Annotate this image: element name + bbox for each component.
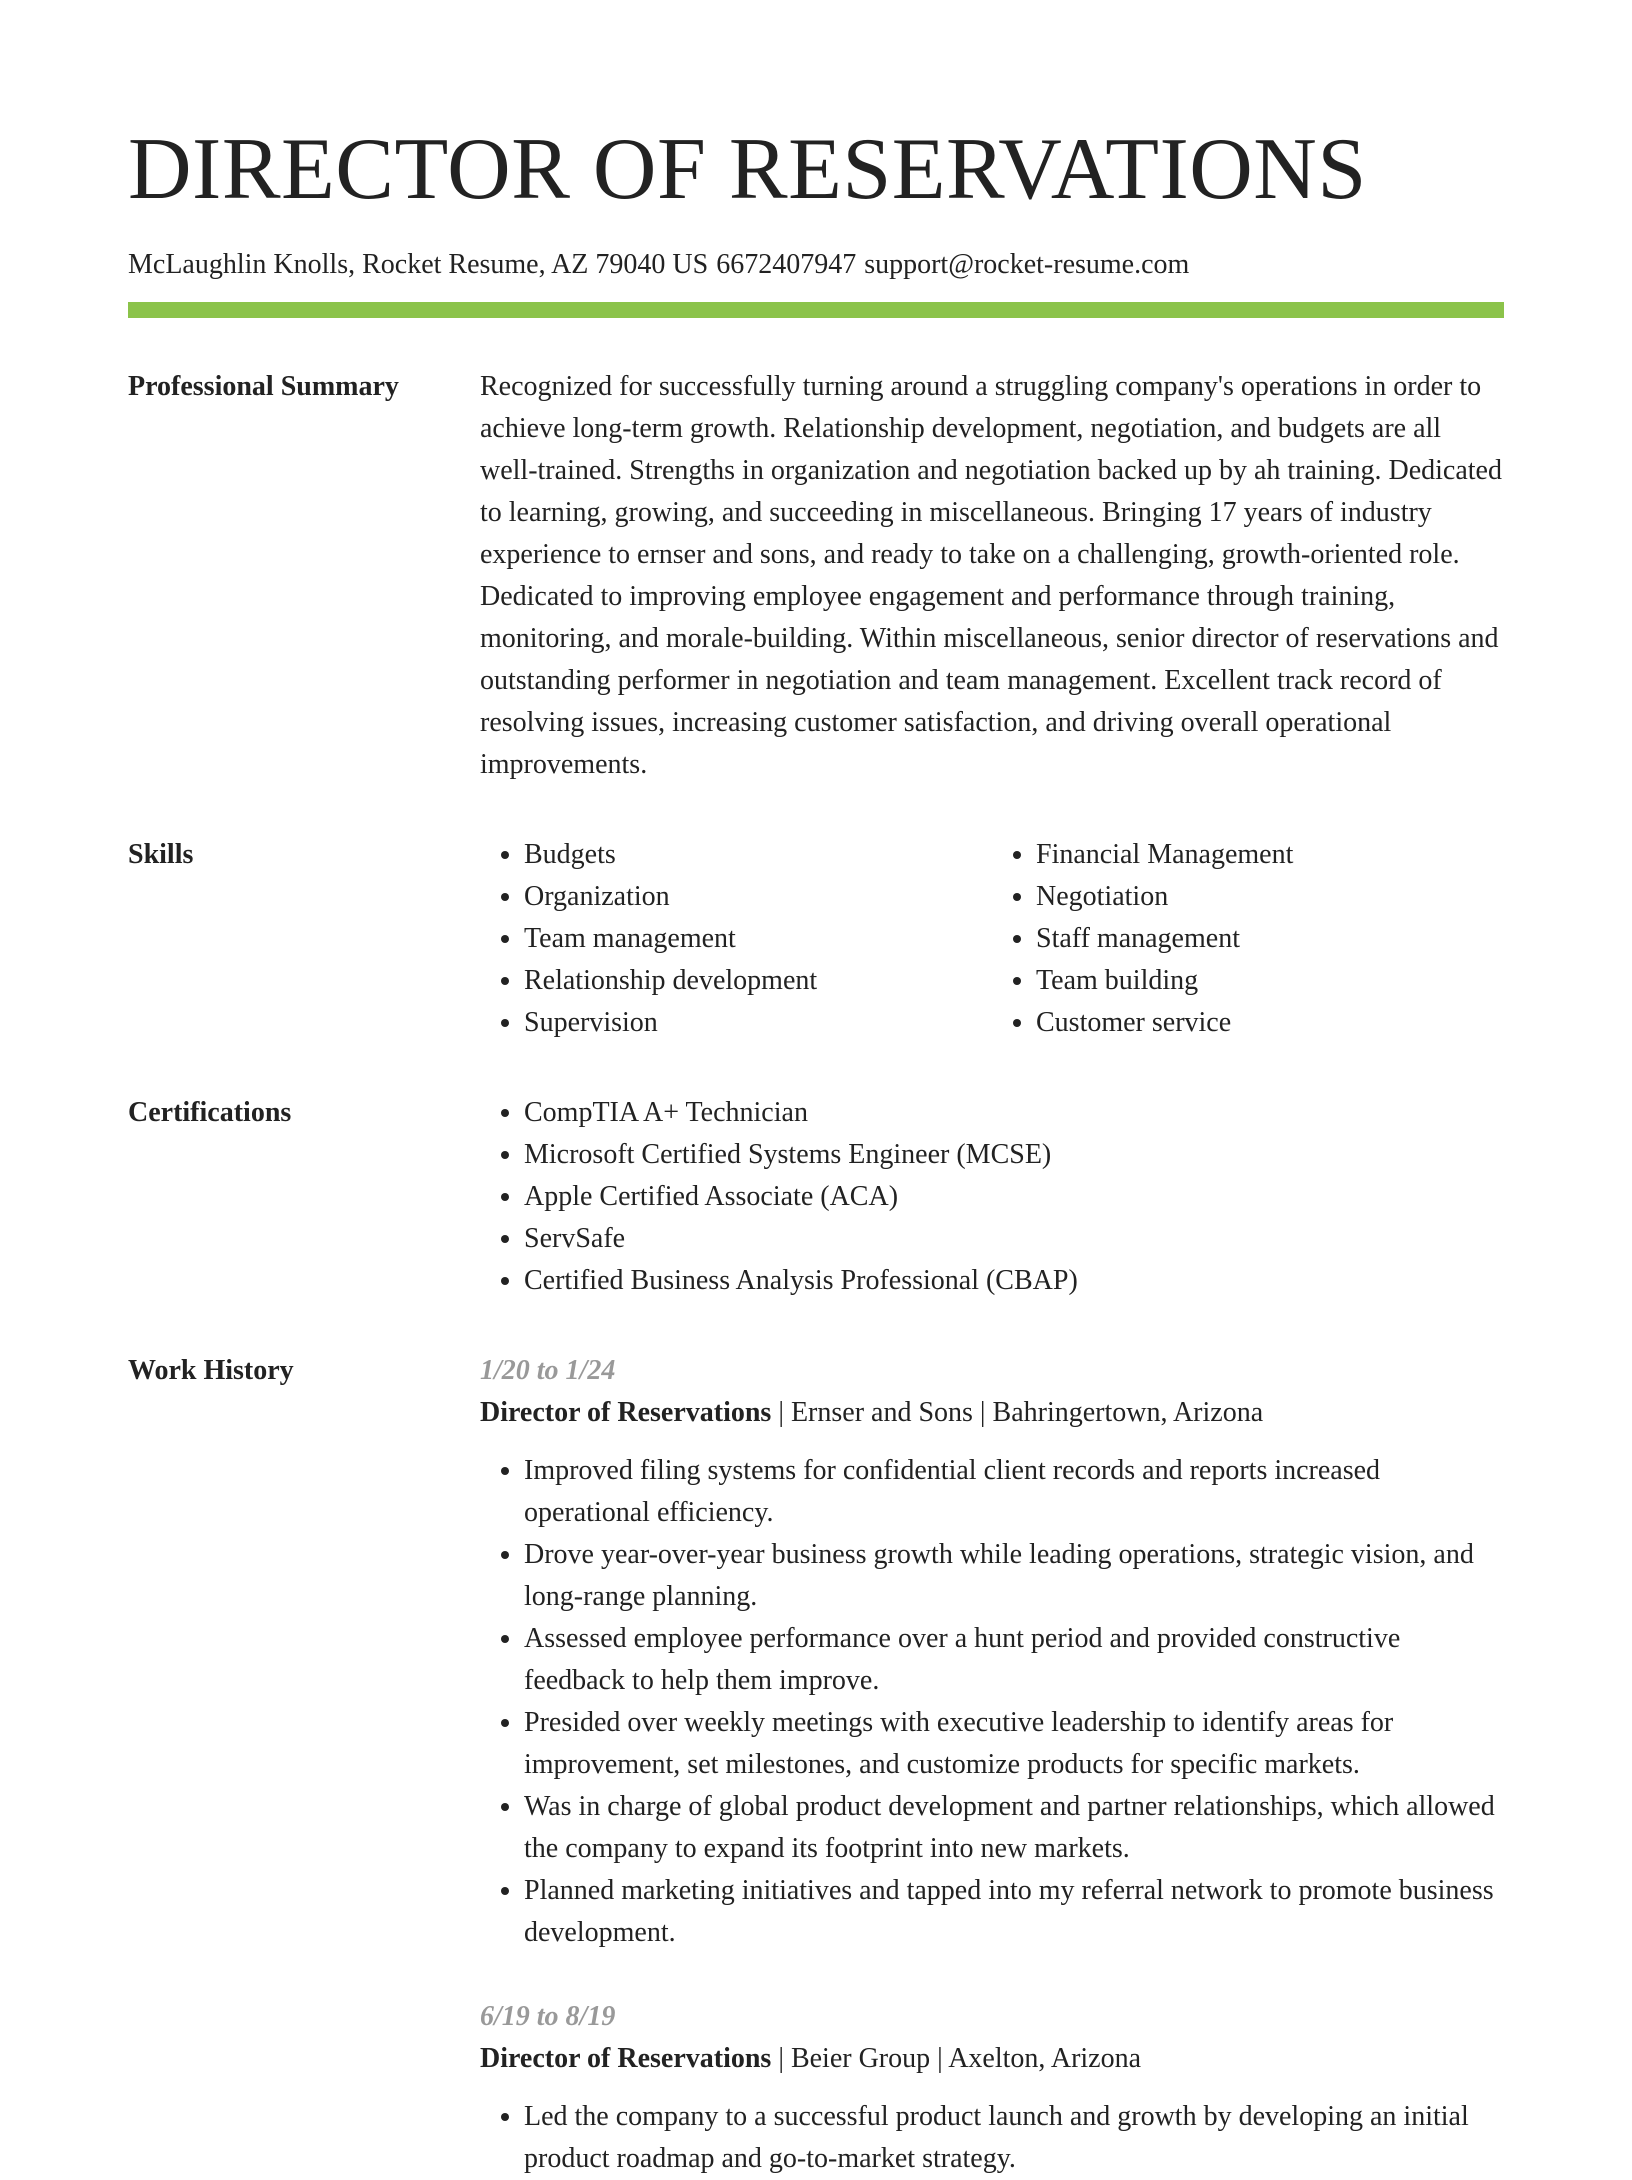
job-bullet: • Improved filing systems for confidential client records and reports increased operational efficiency. <box>524 1450 1504 1534</box>
skill-item: • Customer service <box>1036 1002 1504 1044</box>
summary-section <box>128 366 1504 786</box>
certification-item: • Apple Certified Associate (ACA) <box>524 1176 1504 1218</box>
certification-item: • Microsoft Certified Systems Engineer (MCSE) <box>524 1134 1504 1176</box>
job-dates: 1/20 to 1/24 <box>480 1355 616 1386</box>
job-bullet: • Led the company to a successful product launch and growth by developing an initial product roadmap and go-to-market strategy. <box>524 2096 1504 2180</box>
job-dates: 6/19 to 8/19 <box>480 2001 616 2032</box>
job-title-line: Director of Reservations | Beier Group | Axelton, Arizona <box>480 2043 1142 2074</box>
job-bullets <box>480 1450 1504 1954</box>
work-history-section <box>128 1350 1504 2180</box>
contact-phone: 6672407947 <box>716 249 857 280</box>
certification-item: • ServSafe <box>524 1218 1504 1260</box>
skill-item: • Supervision <box>524 1002 992 1044</box>
job-role: Director of Reservations <box>480 1397 772 1428</box>
job-bullet: • Planned marketing initiatives and tapped into my referral network to promote business development. <box>524 1870 1504 1954</box>
contact-line <box>128 248 1504 282</box>
job-location: Bahringertown, Arizona <box>992 1397 1264 1428</box>
job-entry <box>480 1350 1504 1954</box>
job-bullets <box>480 2096 1504 2180</box>
job-company: Beier Group <box>790 2043 931 2074</box>
summary-heading: Professional Summary <box>128 371 399 402</box>
summary-text: Recognized for successfully turning around a struggling company's operations in order to achieve long-term growth. Relationship development, negotiation, and budgets are all well-trained. Strengths in organization and negotiation backed up by ah training. Dedicated to learning, growing, and succeeding in miscellaneous. Bringing 17 years of industry experience to ernser and sons, and ready to take on a challenging, growth-oriented role. Dedicated to improving employee engagement and performance through training, monitoring, and morale-building. Within miscellaneous, senior director of reservations and outstanding performer in negotiation and team management. Excellent track record of resolving issues, increasing customer satisfaction, and driving overall operational improvements. <box>480 371 1502 780</box>
skill-item: • Team management <box>524 918 992 960</box>
job-bullet: • Presided over weekly meetings with executive leadership to identify areas for improvement, set milestones, and customize products for specific markets. <box>524 1702 1504 1786</box>
job-title-line: Director of Reservations | Ernser and Sons | Bahringertown, Arizona <box>480 1397 1264 1428</box>
contact-email: support@rocket-resume.com <box>864 249 1190 280</box>
certifications-section <box>128 1092 1504 1302</box>
job-location: Axelton, Arizona <box>948 2043 1142 2074</box>
job-entry <box>480 1996 1504 2180</box>
skill-item: • Financial Management <box>1036 834 1504 876</box>
contact-address: McLaughlin Knolls, Rocket Resume, AZ 79040 US <box>128 249 709 280</box>
skills-section <box>128 834 1504 1044</box>
certification-item: • CompTIA A+ Technician <box>524 1092 1504 1134</box>
certifications-heading: Certifications <box>128 1097 292 1128</box>
certification-item: • Certified Business Analysis Professional (CBAP) <box>524 1260 1504 1302</box>
skill-item: • Staff management <box>1036 918 1504 960</box>
job-bullet: • Was in charge of global product development and partner relationships, which allowed the company to expand its footprint into new markets. <box>524 1786 1504 1870</box>
resume-title: DIRECTOR OF RESERVATIONS <box>128 121 1367 218</box>
job-bullet: • Drove year-over-year business growth while leading operations, strategic vision, and long-range planning. <box>524 1534 1504 1618</box>
work-history-heading: Work History <box>128 1355 294 1386</box>
job-role: Director of Reservations <box>480 2043 772 2074</box>
skill-item: • Budgets <box>524 834 992 876</box>
skill-item: • Team building <box>1036 960 1504 1002</box>
certifications-list <box>480 1092 1504 1302</box>
job-bullet: • Assessed employee performance over a hunt period and provided constructive feedback to help them improve. <box>524 1618 1504 1702</box>
skill-item: • Negotiation <box>1036 876 1504 918</box>
job-company: Ernser and Sons <box>790 1397 973 1428</box>
skills-list-left <box>480 834 992 1044</box>
accent-divider <box>128 302 1504 318</box>
skills-list-right <box>992 834 1504 1044</box>
skills-heading: Skills <box>128 839 194 870</box>
skill-item: • Organization <box>524 876 992 918</box>
skill-item: • Relationship development <box>524 960 992 1002</box>
